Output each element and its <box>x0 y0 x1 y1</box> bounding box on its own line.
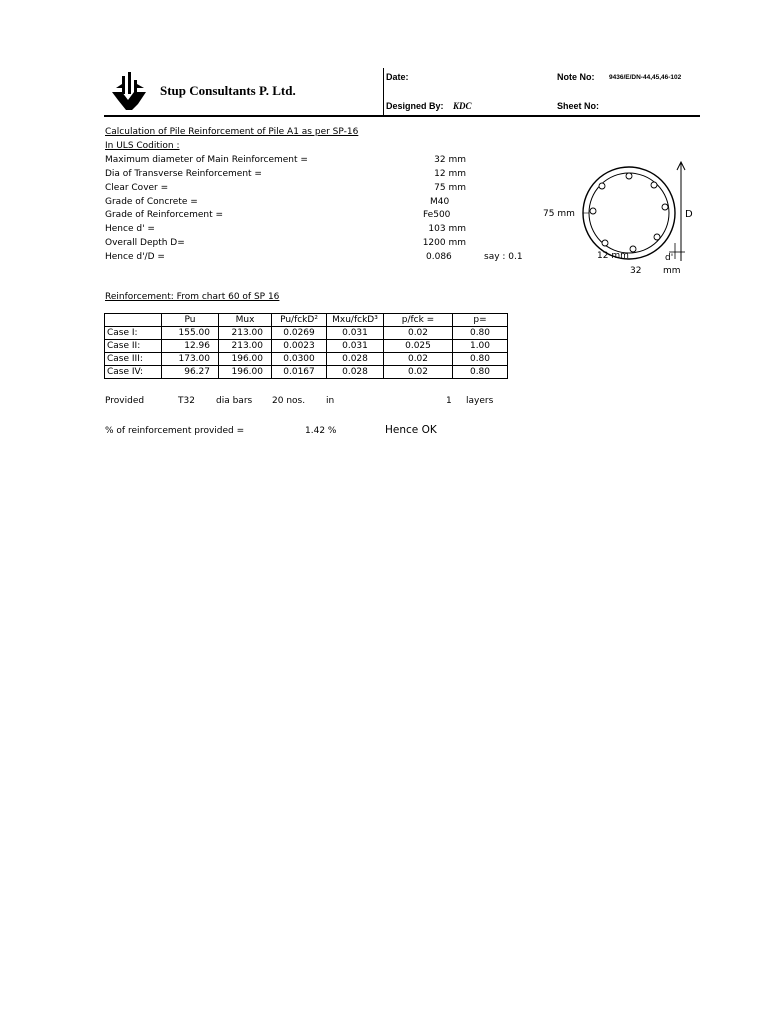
designed-by-value: KDC <box>453 101 472 111</box>
reinf-title: Reinforcement: From chart 60 of SP 16 <box>105 292 280 302</box>
calc-label: Clear Cover = <box>105 183 169 193</box>
calc-subtitle: In ULS Codition : <box>105 141 180 151</box>
table-cell: 196.00 <box>219 366 272 379</box>
result-label: % of reinforcement provided = <box>105 426 245 436</box>
table-header-cell: Mux <box>219 314 272 327</box>
table-row <box>105 366 508 379</box>
table-row <box>105 353 508 366</box>
calc-title: Calculation of Pile Reinforcement of Pile A1 as per SP-16 <box>105 127 359 137</box>
calc-label: Dia of Transverse Reinforcement = <box>105 169 262 179</box>
calc-label: Overall Depth D= <box>105 238 185 248</box>
calc-value: M40 <box>430 197 450 207</box>
table-cell: 0.0269 <box>272 327 327 340</box>
calc-label: Grade of Concrete = <box>105 197 198 207</box>
table-cell: 0.028 <box>327 366 384 379</box>
company-logo <box>108 70 154 114</box>
table-cell: 0.028 <box>327 353 384 366</box>
table-cell: 0.0300 <box>272 353 327 366</box>
result-status: Hence OK <box>385 424 437 436</box>
sheet-no-label: Sheet No: <box>557 101 600 111</box>
table-header-cell: Mxu/fckD³ <box>327 314 384 327</box>
header-bottom-rule <box>104 115 700 117</box>
bar-dim-label: 32 <box>630 266 642 276</box>
date-label: Date: <box>386 72 409 82</box>
calc-value: 0.086 <box>426 252 452 262</box>
provided-in: in <box>326 396 335 406</box>
table-row <box>105 327 508 340</box>
pile-section-diagram <box>575 155 700 280</box>
calc-value: 75 mm <box>434 183 466 193</box>
provided-layers-count: 1 <box>446 396 452 406</box>
calc-label: Grade of Reinforcement = <box>105 210 224 220</box>
table-cell: 155.00 <box>162 327 219 340</box>
provided-label: Provided <box>105 396 145 406</box>
reinforcement-table <box>104 313 508 379</box>
table-cell: 1.00 <box>453 340 508 353</box>
calc-value: 103 mm <box>428 224 466 234</box>
calc-value: 12 mm <box>434 169 466 179</box>
table-cell: 213.00 <box>219 340 272 353</box>
table-cell: 96.27 <box>162 366 219 379</box>
table-header-cell: Pu <box>162 314 219 327</box>
table-cell: 0.031 <box>327 327 384 340</box>
calc-value: Fe500 <box>423 210 451 220</box>
table-row <box>105 340 508 353</box>
provided-layers: layers <box>466 396 494 406</box>
table-cell: 0.80 <box>453 366 508 379</box>
table-header-cell: p/fck = <box>384 314 453 327</box>
designed-by-label: Designed By: <box>386 101 444 111</box>
note-no-value: 9436/E/DN-44,45,46-102 <box>609 74 682 81</box>
header-vertical-divider <box>383 68 384 116</box>
table-header-cell: Pu/fckD² <box>272 314 327 327</box>
depth-dim-label: D <box>685 209 693 220</box>
table-cell: 0.02 <box>384 366 453 379</box>
dprime-label: d' <box>665 253 674 263</box>
table-cell: 0.80 <box>453 353 508 366</box>
table-cell: 0.80 <box>453 327 508 340</box>
company-name: Stup Consultants P. Ltd. <box>160 83 296 98</box>
table-cell: Case III: <box>105 353 162 366</box>
table-cell: 173.00 <box>162 353 219 366</box>
provided-count: 20 nos. <box>272 396 306 406</box>
table-cell: 0.025 <box>384 340 453 353</box>
calc-label: Maximum diameter of Main Reinforcement = <box>105 155 308 165</box>
result-value: 1.42 % <box>305 426 337 436</box>
table-header-cell <box>105 314 162 327</box>
table-cell: 0.031 <box>327 340 384 353</box>
table-cell: Case II: <box>105 340 162 353</box>
table-cell: Case I: <box>105 327 162 340</box>
table-cell: 0.0023 <box>272 340 327 353</box>
note-no-label: Note No: <box>557 72 595 82</box>
table-header-cell: p= <box>453 314 508 327</box>
table-cell: 0.0167 <box>272 366 327 379</box>
table-header-row <box>105 314 508 327</box>
table-cell: 0.02 <box>384 353 453 366</box>
provided-dia: dia bars <box>216 396 253 406</box>
table-cell: Case IV: <box>105 366 162 379</box>
provided-bar: T32 <box>178 396 195 406</box>
calc-value: 32 mm <box>434 155 466 165</box>
tie-dim-label: 12 mm <box>597 251 629 261</box>
table-cell: 213.00 <box>219 327 272 340</box>
cover-dim-label: 75 mm <box>543 209 575 219</box>
calc-label: Hence d'/D = <box>105 252 165 262</box>
bar-dim-unit: mm <box>663 266 681 276</box>
say-value: say : 0.1 <box>484 252 523 262</box>
table-cell: 0.02 <box>384 327 453 340</box>
table-cell: 12.96 <box>162 340 219 353</box>
calc-label: Hence d' = <box>105 224 155 234</box>
calc-value: 1200 mm <box>422 238 466 248</box>
table-cell: 196.00 <box>219 353 272 366</box>
